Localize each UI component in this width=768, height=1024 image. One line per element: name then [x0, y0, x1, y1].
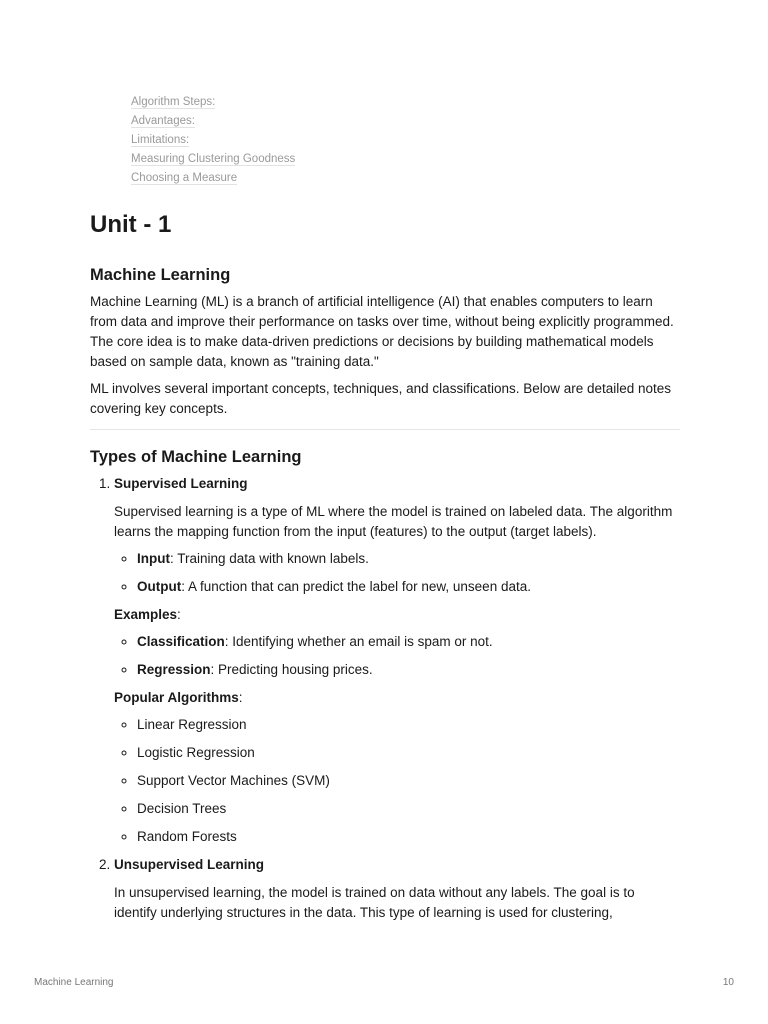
bullet-list [114, 549, 680, 597]
page-title: Unit - 1 [90, 211, 172, 238]
term-text: : Training data with known labels. [170, 551, 369, 566]
list-item [137, 660, 680, 680]
list-item: ◦ Random Forests [137, 827, 680, 847]
toc-link[interactable]: Advantages: [131, 115, 195, 127]
list-item [114, 474, 680, 847]
list-item [137, 632, 680, 652]
types-list [90, 474, 680, 923]
item-title: Supervised Learning [114, 476, 248, 491]
list-item: ◦ Logistic Regression [137, 743, 680, 763]
paragraph: Supervised learning is a type of ML where the model is trained on labeled data. The algorithm learns the mapping function from the input (features) to the output (target labels). [114, 504, 673, 539]
label-line: Examples: [114, 607, 181, 622]
table-of-contents [131, 93, 295, 188]
document-body [90, 208, 680, 930]
divider [90, 429, 680, 430]
footer-title: Machine Learning [34, 977, 114, 988]
term-text: : Predicting housing prices. [210, 662, 373, 677]
list-item [114, 855, 680, 923]
term-text: : A function that can predict the label for new, unseen data. [181, 579, 531, 594]
toc-link[interactable]: Measuring Clustering Goodness [131, 153, 296, 165]
term: Classification [137, 634, 225, 649]
list-item: ◦ Support Vector Machines (SVM) [137, 771, 680, 791]
label-line: Popular Algorithms: [114, 690, 243, 705]
bullet-list [114, 715, 680, 847]
list-item [137, 549, 680, 569]
term: Regression [137, 662, 211, 677]
list-item: ◦ Decision Trees [137, 799, 680, 819]
label: Examples [114, 607, 178, 622]
item-title: Unsupervised Learning [114, 857, 265, 872]
bullet-list [114, 632, 680, 680]
list-item: ◦ Linear Regression [137, 715, 680, 735]
paragraph: In unsupervised learning, the model is trained on data without any labels. The goal is to identify underlying structures in the data. This type of learning is used for clustering, [114, 885, 635, 920]
toc-link[interactable]: Choosing a Measure [131, 172, 238, 184]
term: Input [137, 551, 170, 566]
term: Output [137, 579, 182, 594]
list-item [137, 577, 680, 597]
toc-link[interactable]: Limitations: [131, 134, 190, 146]
label: Popular Algorithms [114, 690, 239, 705]
paragraph: ML involves several important concepts, techniques, and classifications. Below are detailed notes covering key concepts. [90, 381, 672, 416]
paragraph: Machine Learning (ML) is a branch of artificial intelligence (AI) that enables computers to learn from data and improve their performance on tasks over time, without being explicitly programmed. The core idea is to make data-driven predictions or decisions by building mathematical models based on sample data, known as "training data." [90, 294, 674, 369]
section-heading-machine-learning: Machine Learning [90, 266, 231, 284]
toc-link[interactable]: Algorithm Steps: [131, 96, 216, 108]
term-text: : Identifying whether an email is spam or not. [224, 634, 493, 649]
page-number: 10 [722, 977, 734, 988]
section-heading-types: Types of Machine Learning [90, 448, 302, 466]
